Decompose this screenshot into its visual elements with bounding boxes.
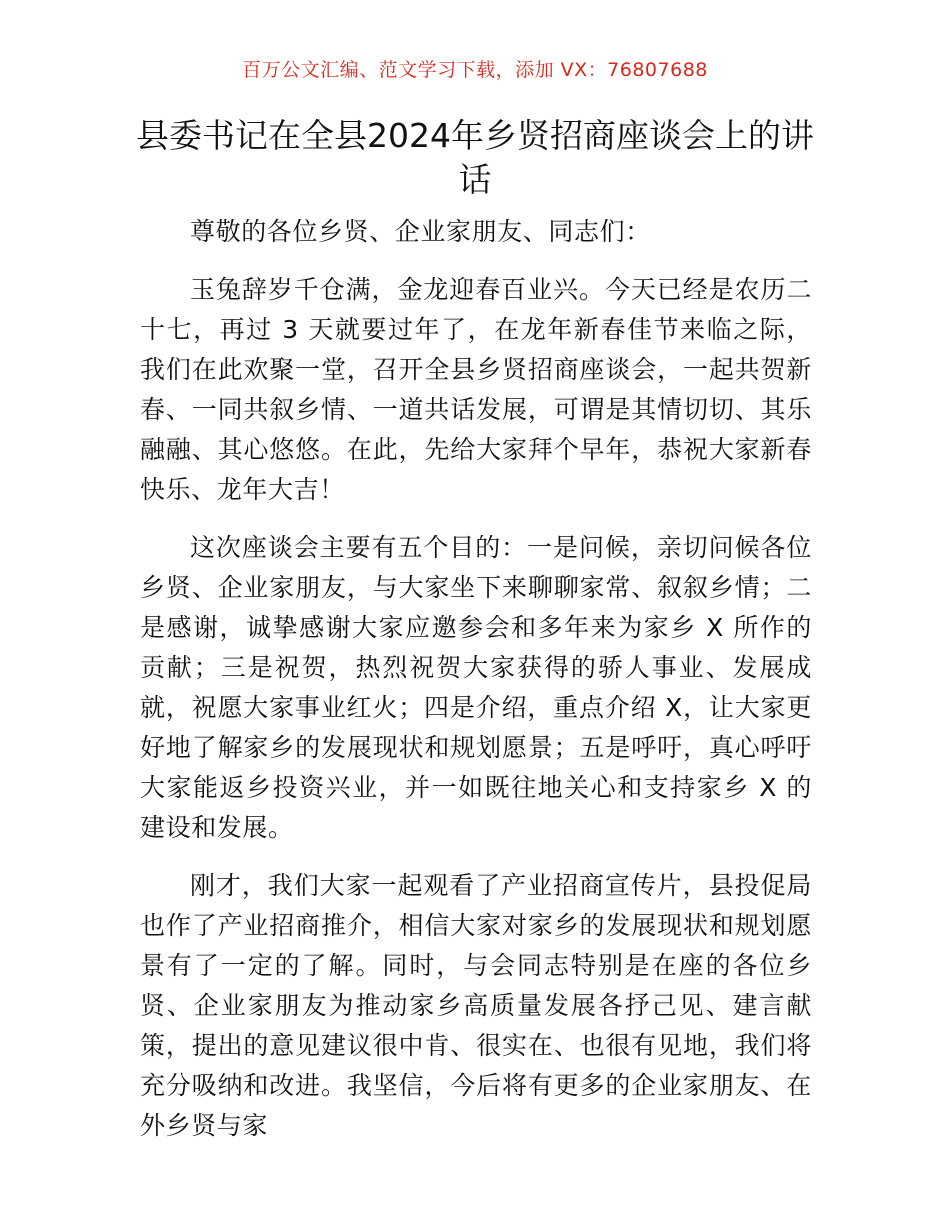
watermark-banner: 百万公文汇编、范文学习下载，添加 VX：76807688 <box>242 59 708 81</box>
paragraph-review: 刚才，我们大家一起观看了产业招商宣传片，县投促局也作了产业招商推介，相信大家对家乡的发展现状和规划愿景有了一定的了解。同时，与会同志特别是在座的各位乡贤、企业家朋友为推动家乡高质量发展各抒己见、建言献策，提出的意见建议很中肯、很实在、也很有见地，我们将充分吸纳和改进。我坚信，今后将有更多的企业家朋友、在外乡贤与家 <box>140 871 812 1140</box>
document-body <box>140 212 812 1150</box>
salutation: 尊敬的各位乡贤、企业家朋友、同志们： <box>190 217 651 246</box>
paragraph-greeting: 玉兔辞岁千仓满，金龙迎春百业兴。今天已经是农历二十七，再过 3 天就要过年了，在龙年新春佳节来临之际，我们在此欢聚一堂，召开全县乡贤招商座谈会，一起共贺新春、一同共叙乡情、一道共话发展，可谓是其情切切、其乐融融、其心悠悠。在此，先给大家拜个早年，恭祝大家新春快乐、龙年大吉！ <box>140 275 812 504</box>
paragraph-purposes: 这次座谈会主要有五个目的：一是问候，亲切问候各位乡贤、企业家朋友，与大家坐下来聊聊家常、叙叙乡情；二是感谢，诚挚感谢大家应邀参会和多年来为家乡 X 所作的贡献；三是祝贺，热烈祝贺大家获得的骄人事业、发展成就，祝愿大家事业红火；四是介绍，重点介绍 X，让大家更好地了解家乡的发展现状和规划愿景；五是呼吁，真心呼吁大家能返乡投资兴业，并一如既往地关心和支持家乡 X 的建设和发展。 <box>140 533 812 842</box>
document-title: 县委书记在全县2024年乡贤招商座谈会上的讲话 <box>136 116 814 199</box>
